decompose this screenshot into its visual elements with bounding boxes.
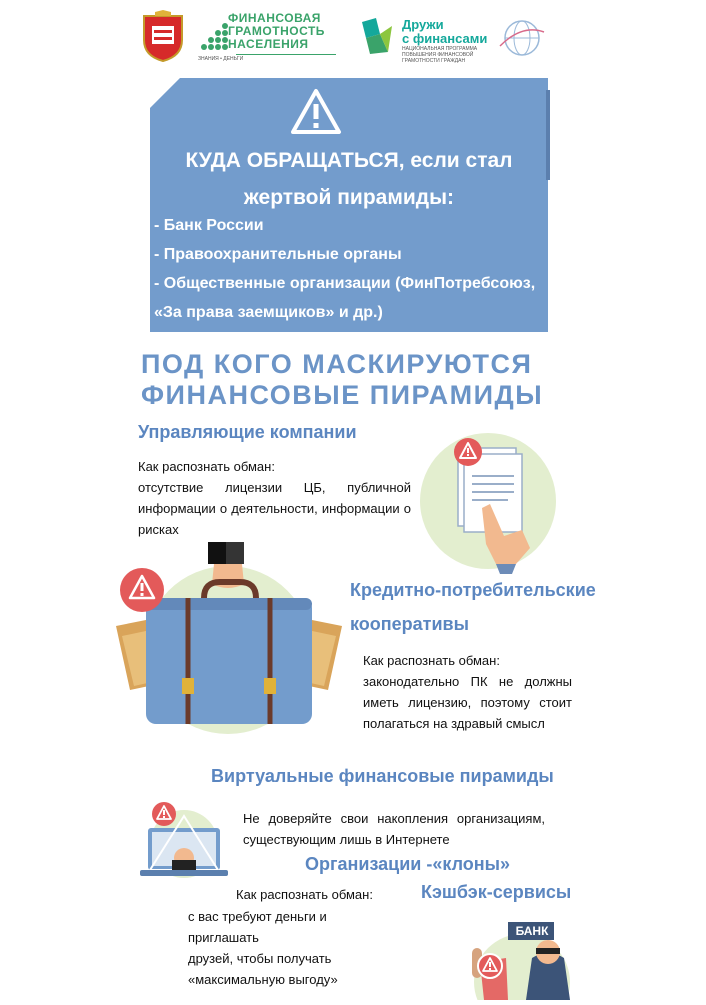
virtual-line: Не доверяйте свои накопления организациям,	[243, 811, 545, 826]
fin-logo-line1: ФИНАНСОВАЯ	[228, 11, 321, 25]
dots-pyramid-icon	[198, 22, 232, 58]
druzhi-logo	[358, 16, 498, 64]
fin-literacy-logo	[198, 12, 338, 64]
kpk-line: полагаться на здравый смысл	[363, 716, 545, 731]
section-title-kpk-line2: кооперативы	[350, 614, 469, 634]
logo-underline	[236, 54, 336, 55]
section-title-cashback: Кэшбэк-сервисы	[421, 882, 572, 902]
uk-text	[138, 477, 411, 540]
fin-logo-line3: НАСЕЛЕНИЯ	[228, 37, 309, 51]
cashback-label: Как распознать обман:	[236, 887, 373, 902]
globe-logo	[496, 18, 548, 58]
fin-logo-sub: ЗНАНИЯ • ДЕНЬГИ	[198, 56, 244, 62]
cashback-line: «максимальную выгоду»	[188, 972, 338, 987]
uk-line: отсутствие лицензии ЦБ, публичной	[138, 480, 411, 495]
document-hand-illustration	[412, 428, 564, 574]
warning-icon	[290, 88, 342, 136]
banner-item: - Общественные организации (ФинПотребсоюз,	[154, 275, 536, 292]
kpk-label: Как распознать обман:	[363, 653, 500, 668]
virtual-text	[243, 808, 545, 850]
cashback-line: с вас требуют деньги и приглашать	[188, 909, 327, 945]
cashback-text	[188, 906, 388, 990]
fin-logo-line2: ГРАМОТНОСТЬ	[228, 24, 325, 38]
coat-of-arms-logo	[142, 10, 184, 62]
uk-line: информации о деятельности, информации о	[138, 501, 411, 516]
druzhi-sub: НАЦИОНАЛЬНАЯ ПРОГРАММА ПОВЫШЕНИЯ ФИНАНСОВОЙ ГРАМОТНОСТИ ГРАЖДАН	[402, 46, 478, 64]
banner-item: - Правоохранительные органы	[154, 246, 402, 263]
uk-line: рисках	[138, 522, 179, 537]
uk-label: Как распознать обман:	[138, 459, 275, 474]
section-title-virtual: Виртуальные финансовые пирамиды	[211, 766, 554, 786]
bank-thief-illustration	[466, 918, 578, 1000]
section-title-clones: Организации -«клоны»	[305, 854, 511, 874]
druzhi-line1: Дружи	[402, 17, 444, 32]
druzhi-mark-icon	[358, 16, 398, 56]
virtual-line: существующим лишь в Интернете	[243, 832, 450, 847]
banner-title-line1: КУДА ОБРАЩАТЬСЯ, если стал	[185, 149, 513, 172]
laptop-illustration	[132, 798, 236, 880]
kpk-line: иметь лицензию, поэтому стоит	[363, 695, 572, 710]
section-title-uk: Управляющие компании	[138, 422, 357, 442]
banner-title-line2: жертвой пирамиды:	[243, 186, 455, 209]
main-heading-line1: ПОД КОГО МАСКИРУЮТСЯ	[141, 349, 533, 379]
kpk-text	[363, 671, 572, 734]
banner-list	[154, 211, 544, 327]
bank-sign: БАНК	[515, 924, 549, 938]
section-title-kpk-line1: Кредитно-потребительские	[350, 580, 596, 600]
banner-item: - Банк России	[154, 217, 264, 234]
banner-item: «За права заемщиков» и др.)	[154, 304, 383, 321]
cashback-line: друзей, чтобы получать	[188, 951, 332, 966]
briefcase-illustration	[116, 540, 342, 736]
main-heading-line2: ФИНАНСОВЫЕ ПИРАМИДЫ	[141, 380, 544, 410]
druzhi-line2: с финансами	[402, 31, 488, 46]
kpk-line: законодательно ПК не должны	[363, 674, 572, 689]
